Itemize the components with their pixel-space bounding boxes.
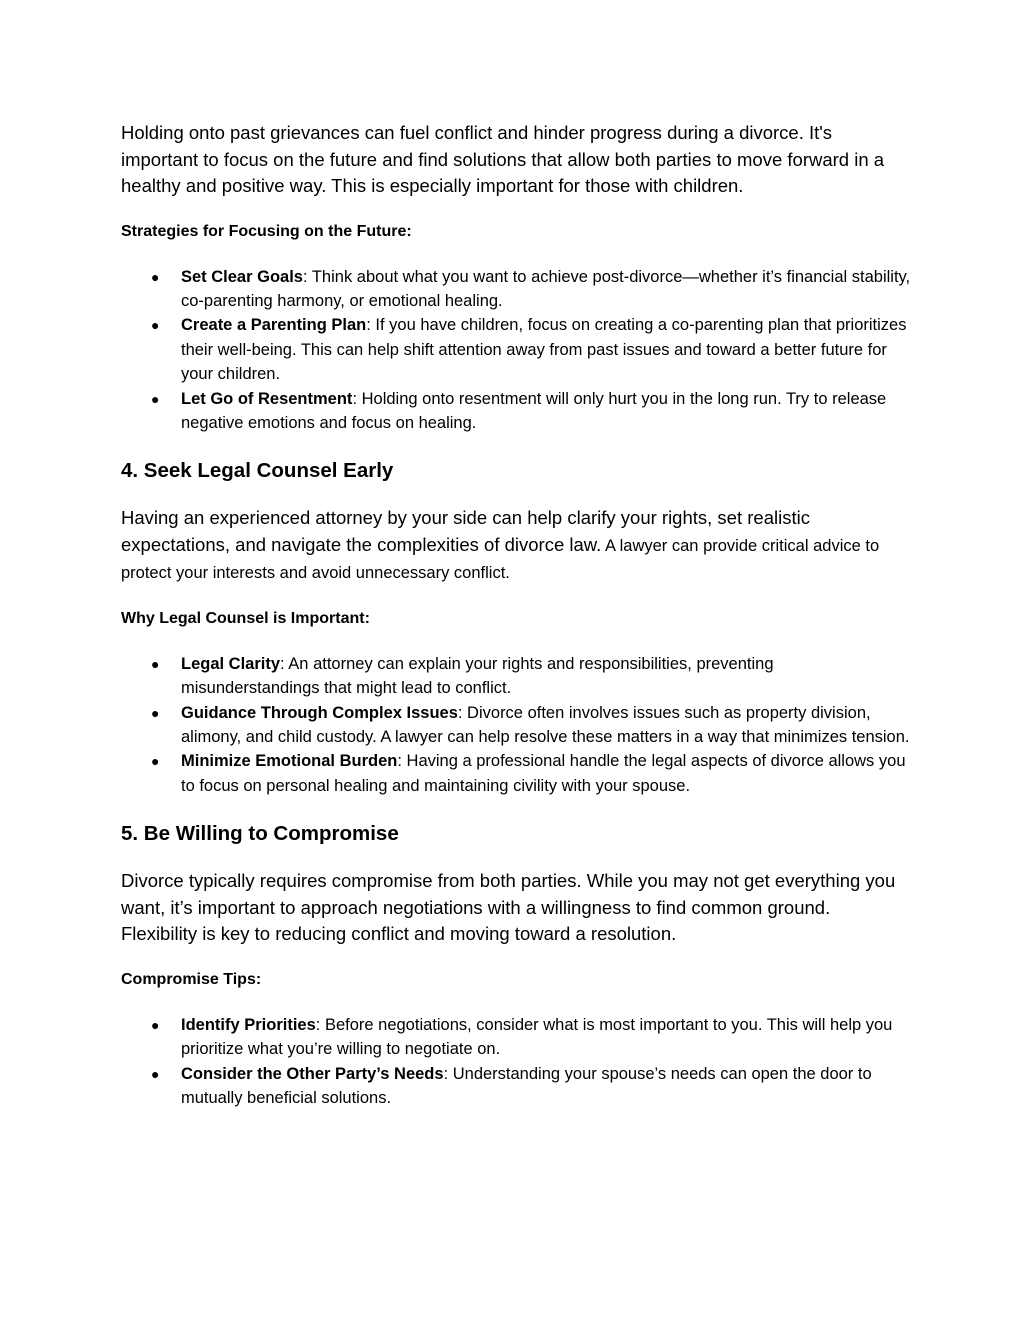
section-5-paragraph: Divorce typically requires compromise from both parties. While you may not get everything you want, it’s important to approach negotiations with a willingness to find common ground. Flexibility is key to reducing conflict and moving toward a resolution. [121, 870, 896, 945]
section-4-paragraph [121, 505, 911, 587]
compromise-tips-list [121, 1013, 911, 1111]
item-term: Set Clear Goals [181, 267, 303, 286]
section-4-paragraph-main: Having an experienced attorney by your side can help clarify your rights, set realistic expectations, and navigate the complexities of divorce law. [121, 507, 810, 555]
bullet-icon: ● [151, 655, 160, 672]
item-text: : Think about what you want to achieve post-divorce—whether it’s financial stability, co-parenting harmony, or emotional healing. [181, 267, 911, 310]
item-text: : Divorce often involves issues such as property division, alimony, and child custody. A lawyer can help resolve these matters in a way that minimizes tension. [181, 703, 910, 747]
list-item [121, 652, 911, 701]
item-text: : An attorney can explain your rights and responsibilities, preventing misunderstandings that might lead to conflict. [181, 654, 774, 698]
item-term: Guidance Through Complex Issues [181, 703, 458, 722]
section-5-title: 5. Be Willing to Compromise [121, 822, 399, 846]
bullet-icon: ● [151, 317, 160, 334]
item-term: Let Go of Resentment [181, 389, 353, 408]
list-item [121, 265, 911, 314]
item-text: : Understanding your spouse’s needs can open the door to mutually beneficial solutions. [181, 1064, 872, 1107]
item-text: : Holding onto resentment will only hurt you in the long run. Try to release negative emotions and focus on healing. [181, 389, 887, 432]
item-term: Consider the Other Party’s Needs [181, 1064, 444, 1083]
section-4-paragraph-small: A lawyer can provide critical advice to protect your interests and avoid unnecessary conflict. [121, 536, 880, 583]
item-text: : Before negotiations, consider what is most important to you. This will help you prioritize what you’re willing to negotiate on. [181, 1015, 893, 1059]
bullet-icon: ● [151, 753, 160, 770]
item-text: : If you have children, focus on creating a co-parenting plan that prioritizes their well-being. This can help shift attention away from past issues and toward a better future for your children. [181, 316, 907, 384]
list-item [121, 701, 911, 750]
item-term: Legal Clarity [181, 654, 281, 673]
item-term: Create a Parenting Plan [181, 316, 367, 335]
strategies-heading: Strategies for Focusing on the Future: [121, 222, 412, 240]
legal-counsel-list [121, 652, 911, 798]
document-page [121, 120, 911, 1110]
bullet-icon: ● [151, 1065, 160, 1082]
strategies-list [121, 265, 911, 436]
section-4-subheading: Why Legal Counsel is Important: [121, 609, 370, 627]
list-item [121, 387, 911, 436]
section-4-title: 4. Seek Legal Counsel Early [121, 459, 394, 483]
bullet-icon: ● [151, 390, 160, 407]
section-5-subheading: Compromise Tips: [121, 970, 262, 988]
bullet-icon: ● [151, 268, 160, 285]
list-item [121, 749, 911, 798]
bullet-icon: ● [151, 704, 160, 721]
list-item [121, 1062, 911, 1111]
intro-paragraph: Holding onto past grievances can fuel conflict and hinder progress during a divorce. It's important to focus on the future and find solutions that allow both parties to move forward in a healthy and positive way. This is especially important for those with children. [121, 122, 885, 196]
list-item [121, 1013, 911, 1062]
item-term: Minimize Emotional Burden [181, 752, 398, 771]
item-term: Identify Priorities [181, 1015, 316, 1034]
list-item [121, 313, 911, 386]
item-text: : Having a professional handle the legal aspects of divorce allows you to focus on personal healing and maintaining civility with your spouse. [181, 752, 906, 795]
bullet-icon: ● [151, 1016, 160, 1033]
